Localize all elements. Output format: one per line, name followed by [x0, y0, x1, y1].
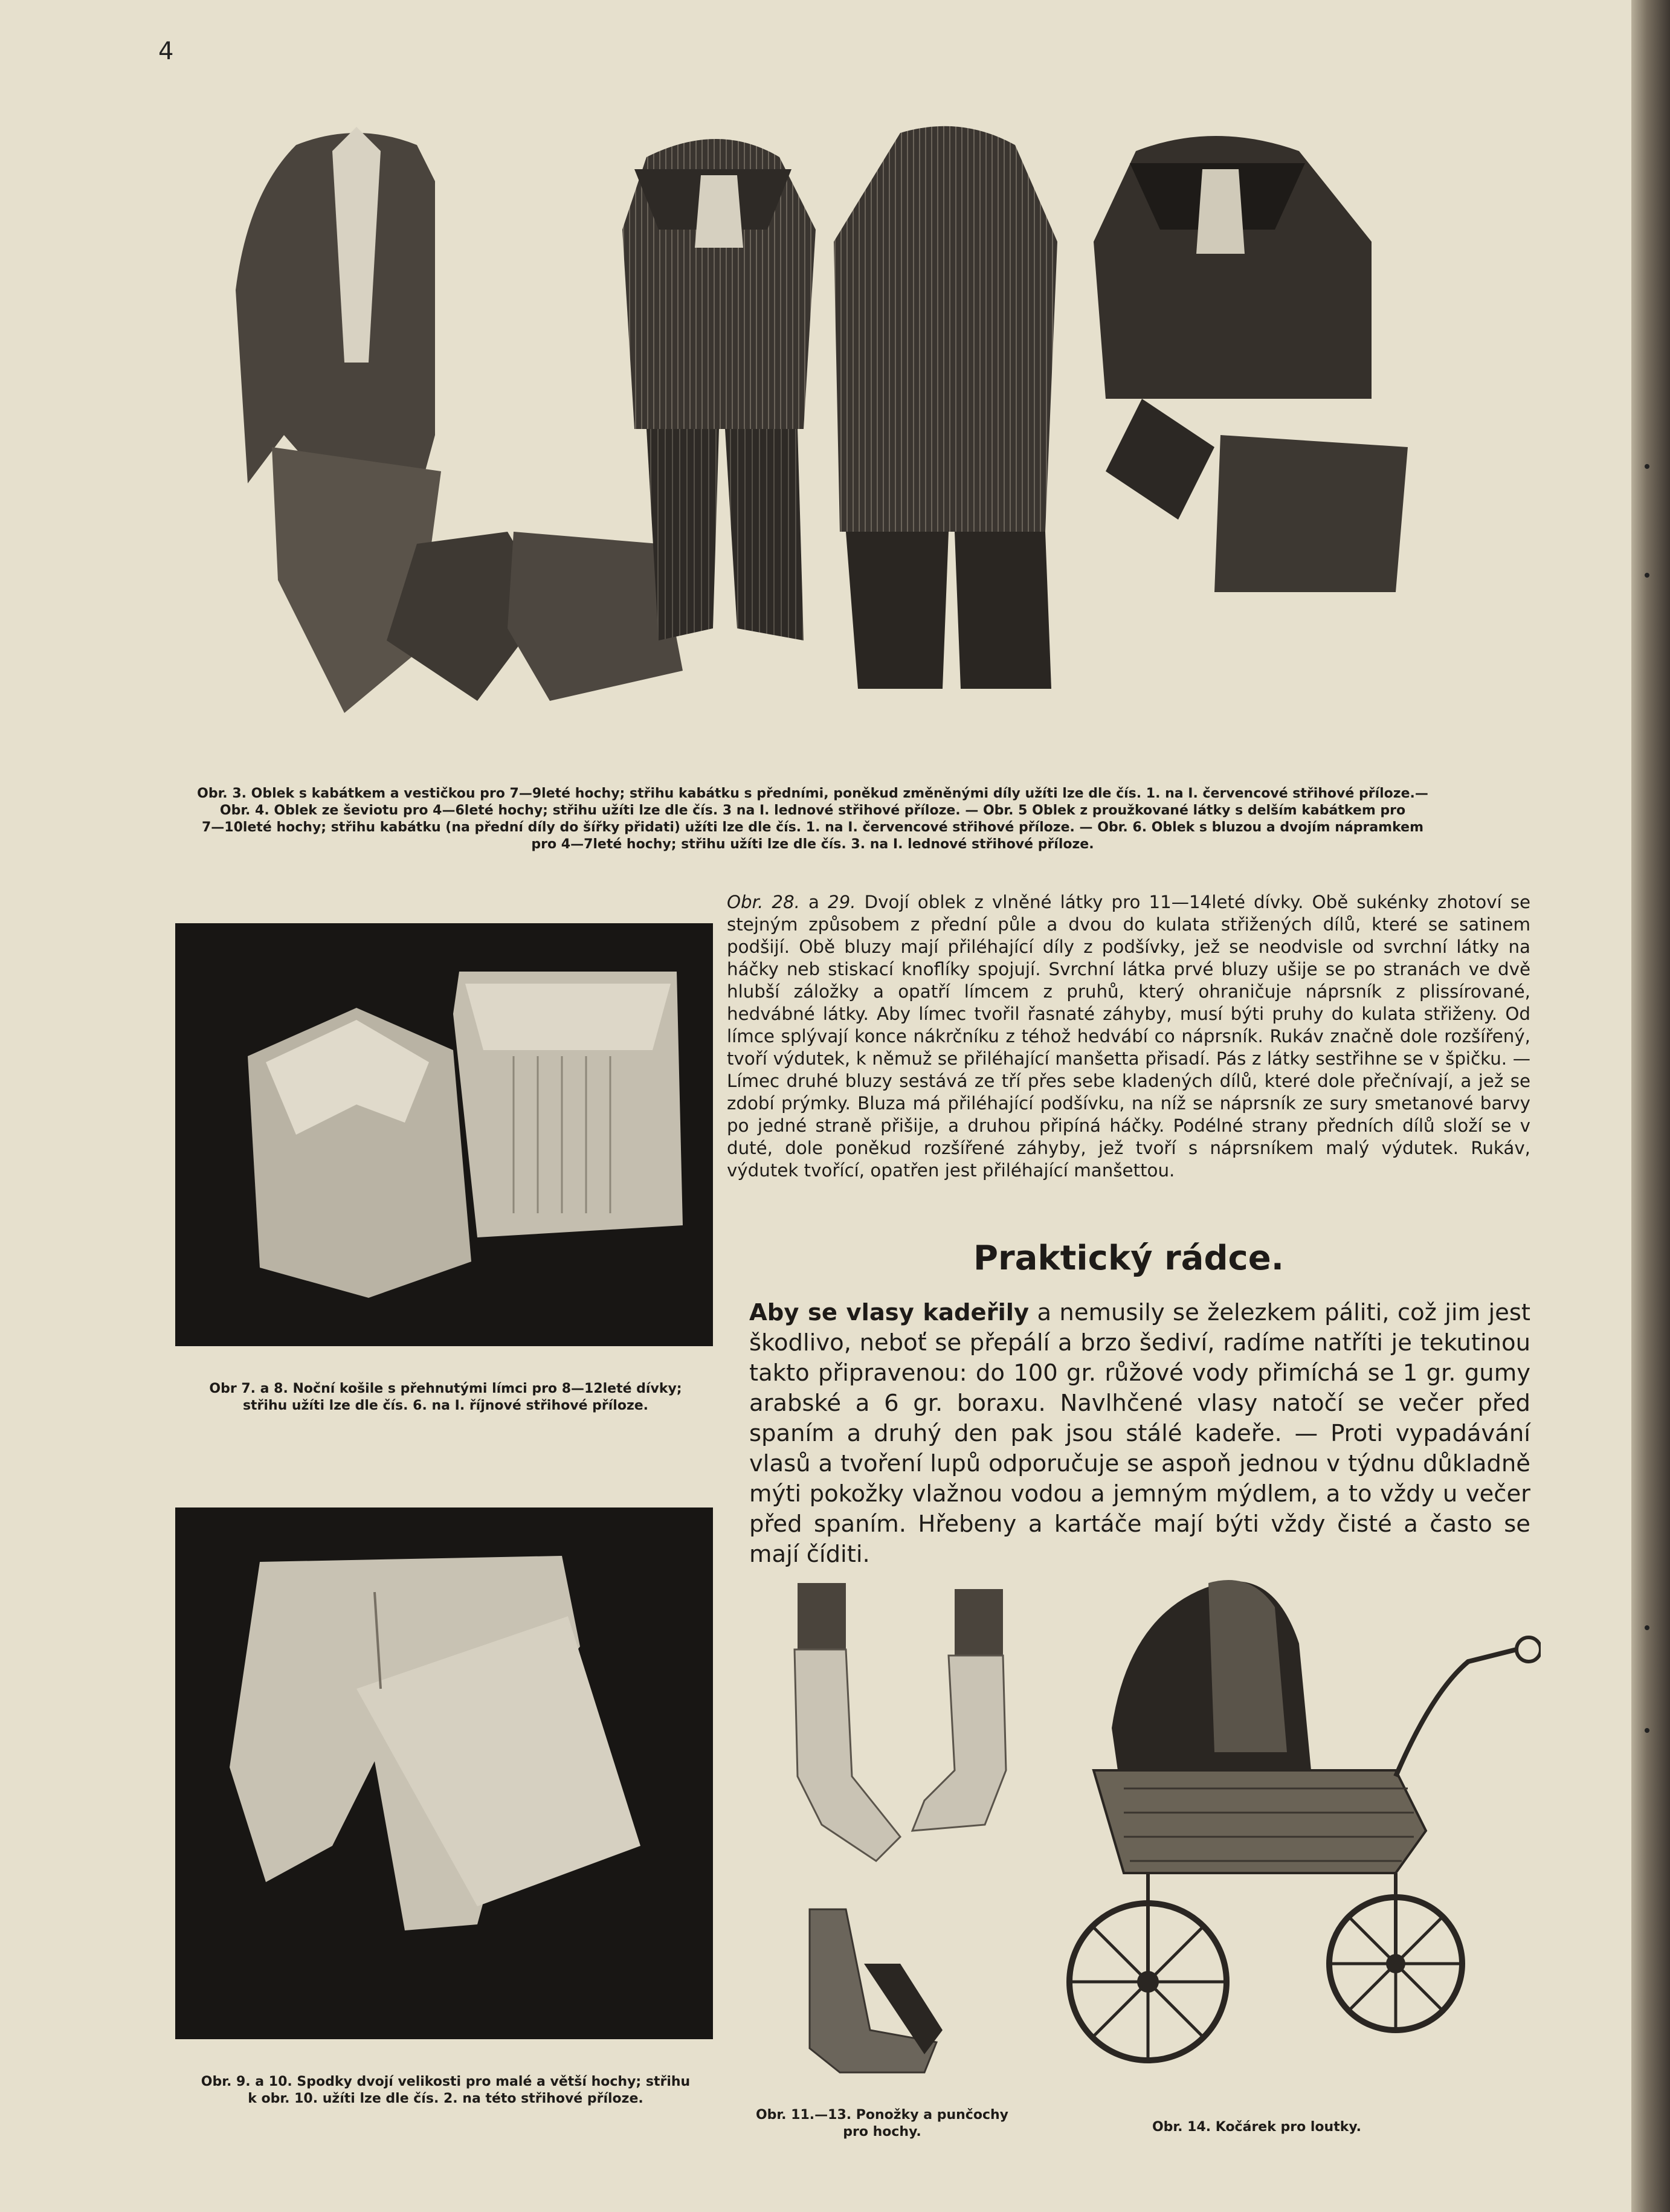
article-fig-b: 29.	[828, 892, 856, 912]
binding-edge	[1631, 0, 1670, 2212]
carriage-illustration	[1057, 1571, 1541, 2103]
section-heading: Praktický rádce.	[973, 1239, 1285, 1278]
caption-obr9-10	[172, 2074, 719, 2107]
underpants-drawing	[175, 1507, 713, 2039]
edge-mark	[1645, 1625, 1649, 1630]
caption-obr11-13	[725, 2107, 1039, 2141]
edge-mark	[1645, 573, 1649, 578]
edge-mark	[1645, 464, 1649, 469]
caption-obr7-8	[172, 1381, 719, 1414]
suits-illustration	[236, 109, 1474, 761]
socks-illustration	[761, 1571, 1039, 2103]
caption-line: Obr. 11.—13. Ponožky a punčochy	[755, 2107, 1008, 2123]
photo-underpants	[175, 1507, 713, 2039]
night-shirts-drawing	[175, 923, 713, 1346]
caption-line: Obr. 3. Oblek s kabátkem a vestičkou pro 7—9leté hochy; střihu kabátku s předními, poněkud změněnými díly užíti lze dle čís. 1. na I. červencové střihové příloze.—	[197, 786, 1428, 801]
caption-line: 7—10leté hochy; střihu kabátku (na přední díly do šířky přidati) užíti lze dle čís. 1. na I. červencové střihové příloze. — Obr. 6. Oblek s bluzou a dvojím nápramkem	[201, 820, 1423, 835]
advice-lead: Aby se vlasy kadeřily	[749, 1299, 1030, 1326]
caption-obr14	[1088, 2119, 1426, 2136]
caption-line: Obr. 9. a 10. Spodky dvojí velikosti pro malé a větší hochy; střihu	[201, 2074, 691, 2089]
article-fig-a: 28.	[772, 892, 800, 912]
edge-mark	[1645, 1728, 1649, 1733]
advice-body: a nemusily se železkem páliti, což jim jest škodlivo, neboť se přepálí a brzo šediví, radíme natříti je tekutinou takto připravenou: do 100 gr. růžové vody přimíchá se 1 gr. gumy arabské a 6 gr. boraxu. Navlhčené vlasy natočí se večer před spaním a druhý den pak jsou stálé kadeře. — Proti vypadávání vlasů a tvoření lupů odporučuje se aspoň jednou v týdnu důkladně mýti pokožky vlažnou vodou a jemným mýdlem, a to vždy u večer před spaním. Hřebeny a kartáče mají býti vždy čisté a často se mají číditi.	[749, 1299, 1530, 1568]
caption-line: Obr. 4. Oblek ze ševiotu pro 4—6leté hochy; střihu užíti lze dle čís. 3 na I. lednové střihové příloze. — Obr. 5 Oblek z proužkované látky s delším kabátkem pro	[219, 803, 1406, 818]
caption-line: pro 4—7leté hochy; střihu užíti lze dle čís. 3. na I. lednové střihové příloze.	[531, 837, 1094, 852]
caption-line: střihu užíti lze dle čís. 6. na I. říjnové střihové příloze.	[242, 1398, 649, 1413]
socks-drawing	[761, 1571, 1039, 2103]
caption-obr3-6	[163, 785, 1462, 853]
article-fig-prefix: Obr.	[727, 892, 772, 912]
suits-drawing	[236, 109, 1474, 761]
advice-text	[749, 1298, 1530, 1570]
article-fig-mid: a	[799, 892, 828, 912]
caption-line: Obr 7. a 8. Noční košile s přehnutými límci pro 8—12leté dívky;	[209, 1381, 682, 1396]
caption-line: k obr. 10. užíti lze dle čís. 2. na této střihové příloze.	[248, 2091, 643, 2106]
article-text	[727, 891, 1530, 1182]
photo-night-shirts	[175, 923, 713, 1346]
carriage-drawing	[1057, 1571, 1541, 2103]
article-body: Dvojí oblek z vlněné látky pro 11—14leté dívky. Obě sukénky zhotoví se stejným způsobem z přední půle a dvou do kulata střižených dílů, které se satinem podšijí. Obě bluzy mají přiléhající díly z podšívky, jež se neodvisle od svrchní látky na háčky neb stiskací knoflíky spojují. Svrchní látka prvé bluzy ušije se po stranách ve dvě hlubší záložky a opatří límcem z pruhů, který ohraničuje náprsník z plissírované, hedvábné látky. Aby límec tvořil řasnaté záhyby, musí býti pruhy do kulata střiženy. Od límce splývají konce nákrčníku z téhož hedvábí co náprsník. Rukáv značně dole rozšířený, tvoří výdutek, k němuž se přiléhající manšetta přisadí. Pás z látky sestřihne se v špičku. — Límec druhé bluzy sestává ze tří přes sebe kladených dílů, které dole přečnívají, a jež se zdobí prýmky. Bluza má přiléhající podšívku, na níž se náprsník ze sury smetanové barvy po jedné straně přišije, a druhou připíná háčky. Podélné strany předních dílů složí se v duté, dole poněkud rozšířené záhyby, jež tvoří s náprsníkem malý výdutek. Rukáv, výdutek tvořící, opatřen jest přiléhající manšettou.	[727, 892, 1530, 1181]
caption-line: Obr. 14. Kočárek pro loutky.	[1152, 2120, 1362, 2135]
page-number: 4	[158, 37, 174, 65]
caption-line: pro hochy.	[843, 2124, 921, 2139]
